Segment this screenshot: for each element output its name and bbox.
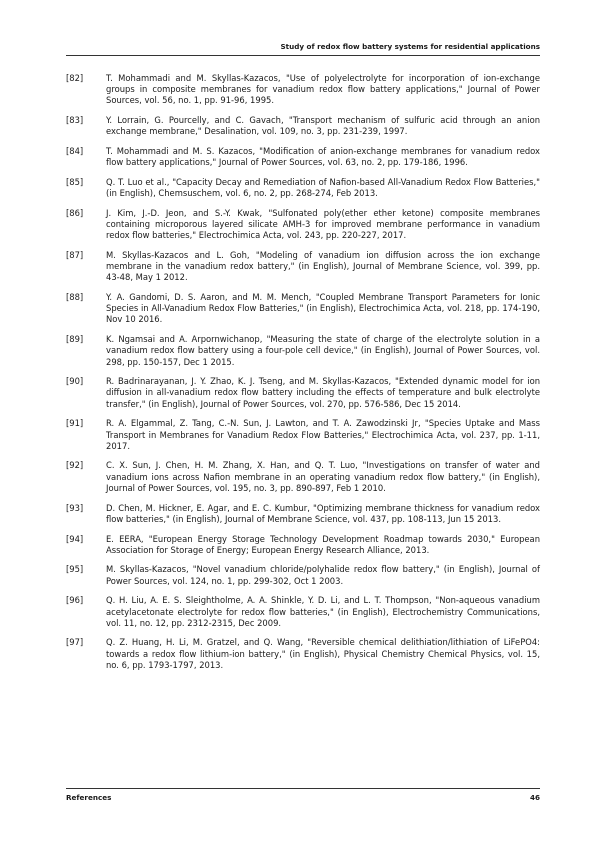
reference-number: [95] xyxy=(66,564,84,575)
running-header: Study of redox flow battery systems for residential applications xyxy=(280,42,540,51)
header-rule xyxy=(66,55,540,56)
reference-text: R. Badrinarayanan, J. Y. Zhao, K. J. Tseng, and M. Skyllas-Kazacos, "Extended dynamic model for ion diffusion in all-vanadium redox flow battery including the effects of temperature and bulk electrolyte transfer," (in English), Journal of Power Sources, vol. 270, pp. 576-586, Dec 15 2014. xyxy=(106,376,540,409)
reference-number: [91] xyxy=(66,418,84,429)
reference-text: T. Mohammadi and M. S. Kazacos, "Modification of anion-exchange membranes for vanadium redox flow battery applications," Journal of Power Sources, vol. 63, no. 2, pp. 179-186, 1996. xyxy=(106,146,540,168)
reference-number: [94] xyxy=(66,533,84,544)
reference-item xyxy=(66,460,540,494)
reference-item xyxy=(66,177,540,199)
reference-text: Y. A. Gandomi, D. S. Aaron, and M. M. Mench, "Coupled Membrane Transport Parameters for Ionic Species in All-Vanadium Redox Flow Batteries," (in English), Electrochimica Acta, vol. 218, pp. 174-190, Nov 10 2016. xyxy=(106,292,540,325)
reference-item xyxy=(66,534,540,556)
reference-number: [87] xyxy=(66,249,84,260)
reference-text: M. Skyllas-Kazacos and L. Goh, "Modeling of vanadium ion diffusion across the ion exchange membrane in the vanadium redox battery," (in English), Journal of Membrane Science, vol. 399, pp. 43-48, May 1 2012. xyxy=(106,249,540,283)
footer-rule xyxy=(66,788,540,789)
reference-item xyxy=(66,73,540,107)
reference-item xyxy=(66,418,540,452)
reference-item xyxy=(66,564,540,586)
reference-text: Q. Z. Huang, H. Li, M. Gratzel, and Q. Wang, "Reversible chemical delithiation/lithiation of LiFePO4: towards a redox flow lithium-ion battery," (in English), Physical Chemistry Chemical Physics, vol. 15, no. 6, pp. 1793-1797, 2013. xyxy=(106,637,540,670)
reference-text: K. Ngamsai and A. Arpornwichanop, "Measuring the state of charge of the electrolyte solution in a vanadium redox flow battery using a four-pole cell device," (in English), Journal of Power Sources, vol. 298, pp. 150-157, Dec 1 2015. xyxy=(106,334,540,367)
reference-item xyxy=(66,250,540,284)
reference-text: T. Mohammadi and M. Skyllas-Kazacos, "Use of polyelectrolyte for incorporation of ion-exchange groups in composite membranes for vanadium redox flow battery applications," Journal of Power Sources, vol. 56, no. 1, pp. 91-96, 1995. xyxy=(106,73,540,106)
reference-text: C. X. Sun, J. Chen, H. M. Zhang, X. Han, and Q. T. Luo, "Investigations on transfer of water and vanadium ions across Nafion membrane in an operating vanadium redox flow battery," (in English), Journal of Power Sources, vol. 195, no. 3, pp. 890-897, Feb 1 2010. xyxy=(106,460,540,493)
page-number: 46 xyxy=(529,793,540,802)
reference-number: [89] xyxy=(66,334,84,345)
reference-text: Q. T. Luo et al., "Capacity Decay and Remediation of Nafion-based All-Vanadium Redox Flow Batteries," (in English), Chemsuschem, vol. 6, no. 2, pp. 268-274, Feb 2013. xyxy=(106,176,540,199)
reference-text: J. Kim, J.-D. Jeon, and S.-Y. Kwak, "Sulfonated poly(ether ether ketone) composite membranes containing microporous layered silicate AMH-3 for improved membrane performance in vanadium redox flow batteries," Electrochimica Acta, vol. 243, pp. 220-227, 2017. xyxy=(106,207,540,241)
reference-item xyxy=(66,115,540,137)
reference-text: Q. H. Liu, A. E. S. Sleightholme, A. A. Shinkle, Y. D. Li, and L. T. Thompson, "Non-aqueous vanadium acetylacetonate electrolyte for redox flow batteries," (in English), Electrochemistry Communications, vol. 11, no. 12, pp. 2312-2315, Dec 2009. xyxy=(106,595,540,628)
reference-number: [93] xyxy=(66,502,84,513)
reference-text: D. Chen, M. Hickner, E. Agar, and E. C. Kumbur, "Optimizing membrane thickness for vanadium redox flow batteries," (in English), Journal of Membrane Science, vol. 437, pp. 108-113, Jun 15 2013. xyxy=(106,502,540,524)
reference-item xyxy=(66,376,540,410)
reference-number: [86] xyxy=(66,207,84,218)
reference-number: [82] xyxy=(66,73,84,83)
reference-item xyxy=(66,146,540,168)
reference-text: E. EERA, "European Energy Storage Technology Development Roadmap towards 2030," European Association for Storage of Energy; European Energy Research Alliance, 2013. xyxy=(106,533,540,555)
reference-number: [97] xyxy=(66,637,84,648)
reference-number: [92] xyxy=(66,460,84,471)
reference-list xyxy=(66,73,540,680)
reference-text: M. Skyllas-Kazacos, "Novel vanadium chloride/polyhalide redox flow battery," (in English), Journal of Power Sources, vol. 124, no. 1, pp. 299-302, Oct 1 2003. xyxy=(106,564,540,586)
reference-number: [84] xyxy=(66,146,84,157)
reference-item xyxy=(66,334,540,368)
reference-text: R. A. Elgammal, Z. Tang, C.-N. Sun, J. Lawton, and T. A. Zawodzinski Jr, "Species Uptake and Mass Transport in Membranes for Vanadium Redox Flow Batteries," Electrochimica Acta, vol. 237, pp. 1-11, 2017. xyxy=(106,418,540,451)
reference-number: [83] xyxy=(66,115,84,126)
reference-text: Y. Lorrain, G. Pourcelly, and C. Gavach, "Transport mechanism of sulfuric acid through an anion exchange membrane," Desalination, vol. 109, no. 3, pp. 231-239, 1997. xyxy=(106,115,540,137)
reference-number: [85] xyxy=(66,176,84,187)
reference-item xyxy=(66,208,540,242)
reference-number: [88] xyxy=(66,292,84,303)
reference-number: [96] xyxy=(66,595,84,606)
reference-item xyxy=(66,503,540,525)
reference-number: [90] xyxy=(66,376,84,387)
reference-item xyxy=(66,637,540,671)
reference-item xyxy=(66,595,540,629)
reference-item xyxy=(66,292,540,326)
footer-section-label: References xyxy=(66,793,112,802)
